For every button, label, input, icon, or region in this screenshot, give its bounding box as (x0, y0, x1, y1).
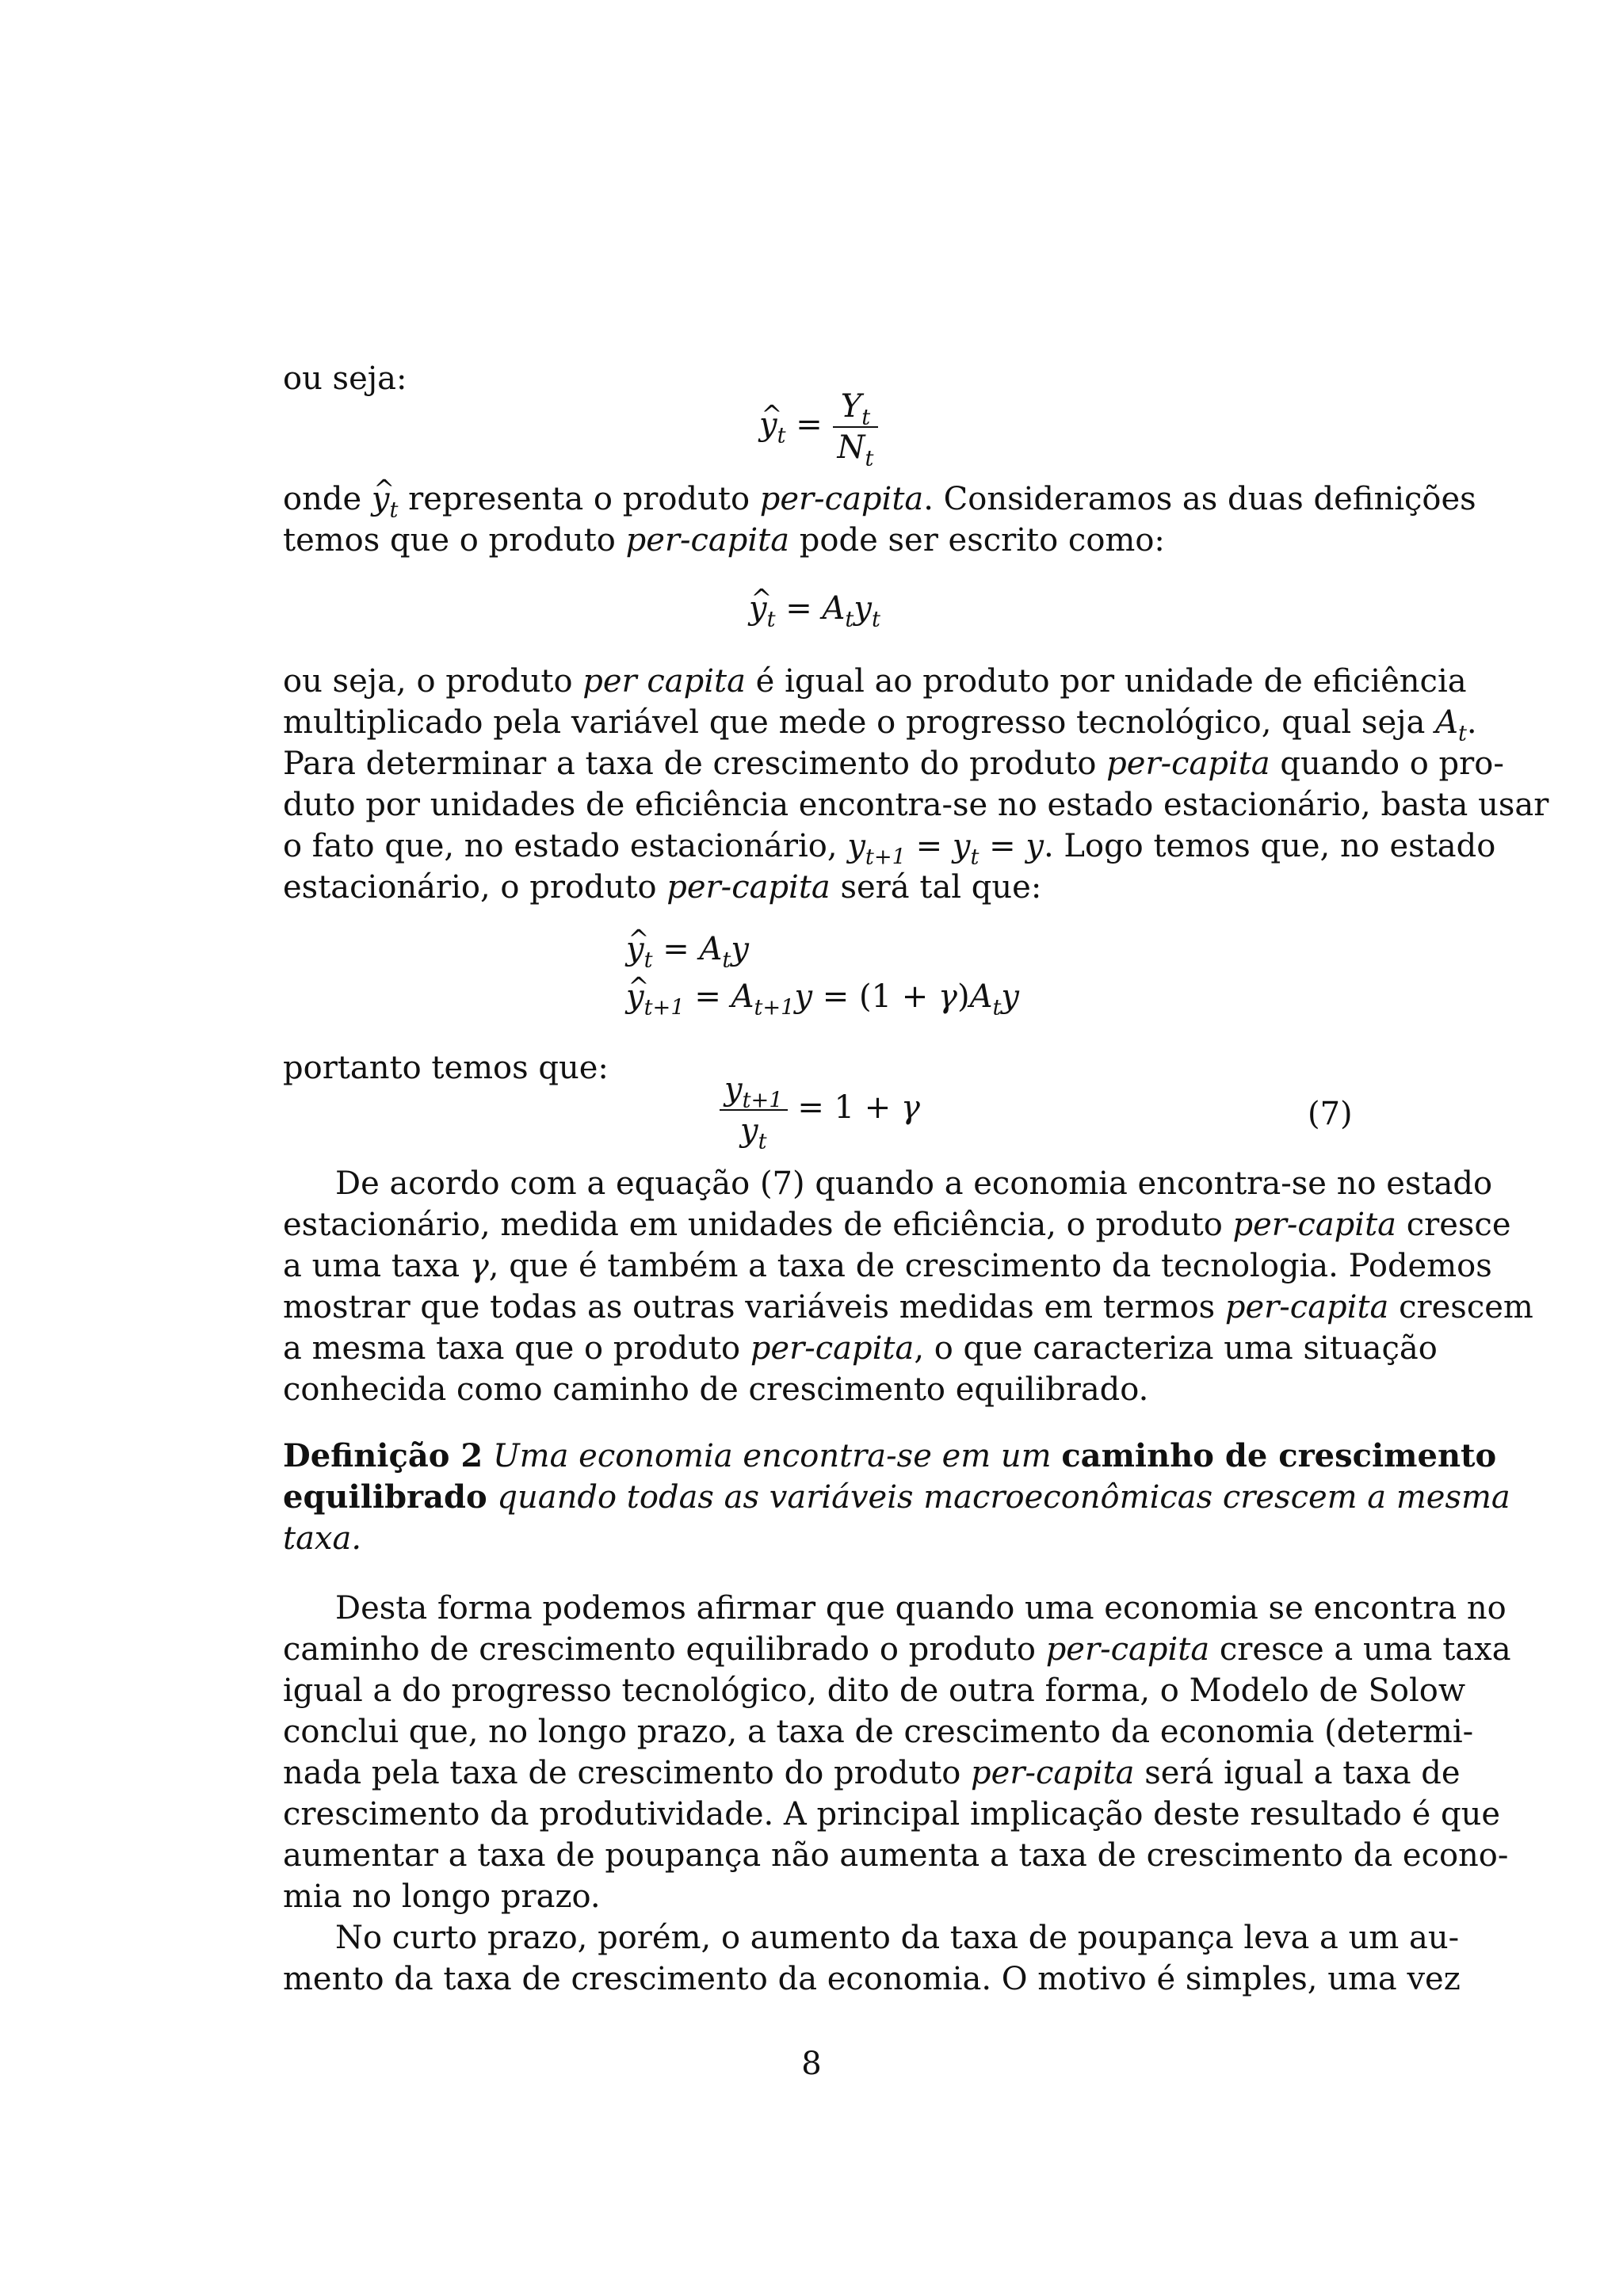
text-line: No curto prazo, porém, o aumento da taxa de poupança leva a um au- (335, 1920, 1460, 1956)
text-line: mento da taxa de crescimento da economia. O motivo é simples, uma vez (283, 1961, 1461, 1997)
definition-line: taxa. (283, 1520, 362, 1557)
text-line: De acordo com a equação (7) quando a economia encontra-se no estado (335, 1165, 1493, 1202)
text-line: duto por unidades de eficiência encontra-se no estado estacionário, basta usar (283, 787, 1549, 823)
text-line: crescimento da produtividade. A principal implicação deste resultado é que (283, 1796, 1501, 1833)
definition-line: Definição 2 Uma economia encontra-se em um caminho de crescimento (283, 1437, 1497, 1474)
page-number: 8 (801, 2046, 822, 2082)
text-line: caminho de crescimento equilibrado o produto per-capita cresce a uma taxa (283, 1631, 1511, 1668)
equation-yhat-Ay: ^ $y_t = A_ty_t$ (749, 588, 880, 629)
text-line: estacionário, o produto per-capita será tal que: (283, 869, 1042, 906)
text: ou seja: (283, 360, 407, 397)
text-line: conclui que, no longo prazo, a taxa de crescimento da economia (determi- (283, 1714, 1474, 1750)
equation-yhat-t: ^ $y_t = A_ty$ (626, 929, 749, 970)
text-line: o fato que, no estado estacionário, $y_{t+1} = y_t = y$. Logo temos que, no estado (283, 828, 1496, 870)
text-line: estacionário, medida em unidades de eficiência, o produto per-capita cresce (283, 1207, 1511, 1243)
definition-label: Definição 2 (283, 1437, 483, 1474)
text-line: aumentar a taxa de poupança não aumenta a taxa de crescimento da econo- (283, 1837, 1509, 1874)
text-line: conhecida como caminho de crescimento equilibrado. (283, 1371, 1149, 1408)
text-line: onde ^ $y_t$ representa o produto per-capita. Consideramos as duas definições (283, 479, 1353, 520)
text-line: a uma taxa γ, que é também a taxa de crescimento da tecnologia. Podemos (283, 1248, 1492, 1284)
text-line: portanto temos que: (283, 1050, 609, 1086)
text-line: nada pela taxa de crescimento do produto per-capita será igual a taxa de (283, 1755, 1461, 1791)
equation-number: (7) (1308, 1096, 1353, 1132)
text-line: mostrar que todas as outras variáveis medidas em termos per-capita crescem (283, 1289, 1533, 1325)
text-line: a mesma taxa que o produto per-capita, o que caracteriza uma situação (283, 1330, 1438, 1367)
text-line: Para determinar a taxa de crescimento do produto per-capita quando o pro- (283, 746, 1504, 782)
text-line: multiplicado pela variável que mede o progresso tecnológico, qual seja $A_t$. (283, 704, 1477, 746)
equation-yhat-t1: ^ $y_{t+1} = A_{t+1}y = (1 + \gamma)A_ty$ (626, 976, 1019, 1017)
equation-yhat-ratio: ^ $y_t$ = $\frac{Y_t}{N_t}$ (759, 388, 878, 466)
text-line: Desta forma podemos afirmar que quando uma economia se encontra no (335, 1590, 1507, 1627)
text-line: mia no longo prazo. (283, 1878, 601, 1915)
text-line: temos que o produto per-capita pode ser escrito como: (283, 522, 1165, 559)
definition-line: equilibrado quando todas as variáveis macroeconômicas crescem a mesma (283, 1478, 1510, 1516)
equation-7: $\frac{y_{t+1}}{y_t}$ = 1 + γ (720, 1071, 920, 1149)
text-line: igual a do progresso tecnológico, dito de outra forma, o Modelo de Solow (283, 1672, 1466, 1709)
text-line: ou seja, o produto per capita é igual ao produto por unidade de eficiência (283, 663, 1467, 700)
